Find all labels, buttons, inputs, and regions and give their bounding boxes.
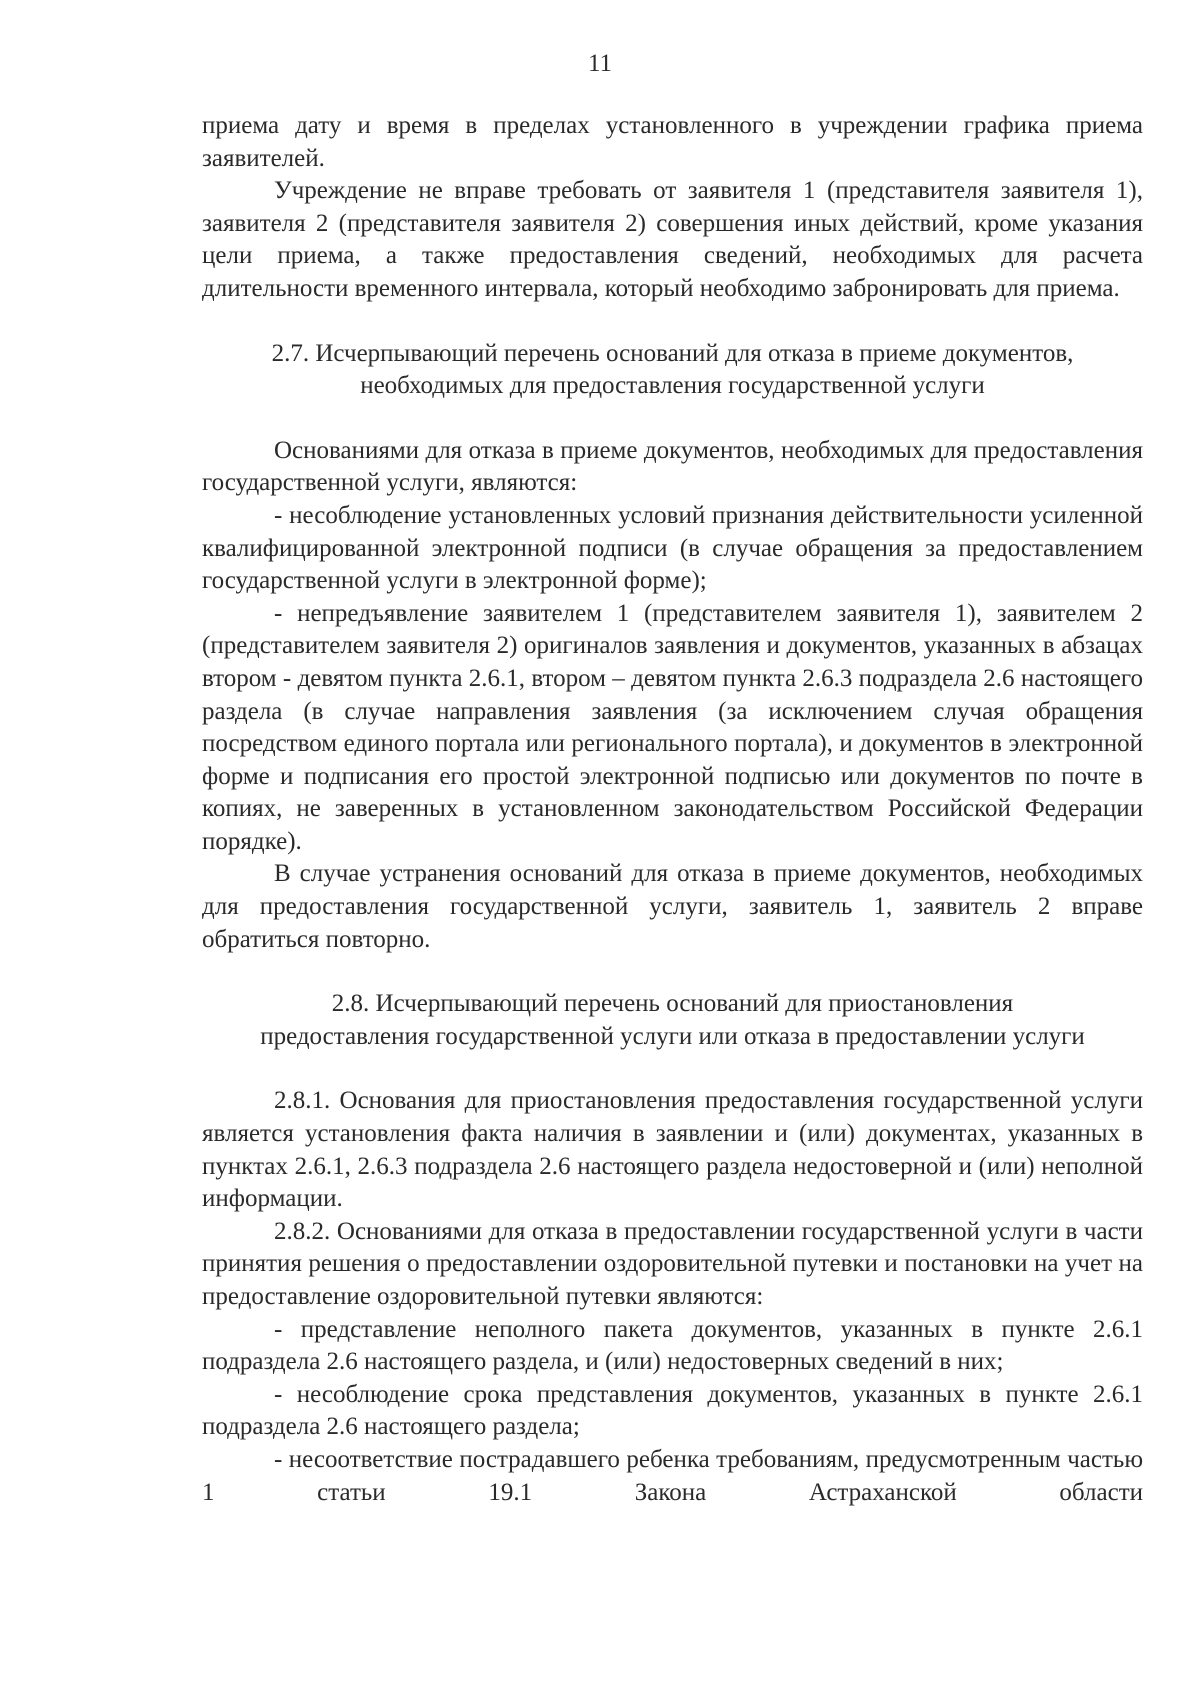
section-heading-2-8-line1: 2.8. Исчерпывающий перечень оснований для приостановления: [331, 990, 1014, 1018]
paragraph: приема дату и время в пределах установленного в учреждении графика приема заявителей.: [202, 112, 1143, 172]
spacer: [202, 306, 1143, 338]
paragraph: Основаниями для отказа в приеме документов, необходимых для предоставления государственной услуги, являются:: [202, 436, 1143, 497]
page-content: [202, 110, 1143, 1509]
section-heading-2-7-line2: необходимых для предоставления государственной услуги: [360, 372, 985, 400]
page-number: 11: [587, 50, 613, 77]
spacer: [202, 403, 1143, 435]
section-heading-2-8-line2: предоставления государственной услуги или отказа в предоставлении услуги: [260, 1022, 1085, 1050]
paragraph: 2.8.2. Основаниями для отказа в предоставлении государственной услуги в части принятия решения о предоставлении оздоровительной путевки и постановки на учет на предоставление оздоровительной путевки являются:: [202, 1217, 1143, 1310]
paragraph: - представление неполного пакета документов, указанных в пункте 2.6.1 подраздела 2.6 настоящего раздела, и (или) недостоверных сведений в них;: [202, 1315, 1143, 1376]
section-heading-2-7-line1: 2.7. Исчерпывающий перечень оснований для отказа в приеме документов,: [271, 339, 1074, 367]
paragraph: В случае устранения оснований для отказа в приеме документов, необходимых для предоставления государственной услуги, заявитель 1, заявитель 2 вправе обратиться повторно.: [202, 860, 1143, 953]
paragraph: - непредъявление заявителем 1 (представителем заявителя 1), заявителем 2 (представителем заявителя 2) оригиналов заявления и документов, указанных в абзацах втором - девятом пункта 2.6.1, втором – девятом пункта 2.6.3 подраздела 2.6 настоящего раздела (в случае направления заявления (за исключением случая обращения посредством единого портала или регионального портала), и документов в электронной форме и подписания его простой электронной подписью или документов по почте в копиях, не заверенных в установленном законодательством Российской Федерации порядке).: [202, 599, 1143, 855]
paragraph: - несоблюдение установленных условий признания действительности усиленной квалифицированной электронной подписи (в случае обращения за предоставлением государственной услуги в электронной форме);: [202, 501, 1143, 595]
spacer: [202, 956, 1143, 988]
paragraph: - несоответствие пострадавшего ребенка требованиям, предусмотренным частью 1 статьи 19.1 Закона Астраханской области: [202, 1445, 1143, 1506]
paragraph: Учреждение не вправе требовать от заявителя 1 (представителя заявителя 1), заявителя 2 (представителя заявителя 2) совершения иных действий, кроме указания цели приема, а также предоставления сведений, необходимых для расчета длительности временного интервала, который необходимо забронировать для приема.: [202, 177, 1143, 302]
paragraph: 2.8.1. Основания для приостановления предоставления государственной услуги является установления факта наличия в заявлении и (или) документах, указанных в пунктах 2.6.1, 2.6.3 подраздела 2.6 настоящего раздела недостоверной и (или) неполной информации.: [202, 1087, 1143, 1213]
spacer: [202, 1053, 1143, 1085]
paragraph: - несоблюдение срока представления документов, указанных в пункте 2.6.1 подраздела 2.6 настоящего раздела;: [202, 1380, 1143, 1441]
